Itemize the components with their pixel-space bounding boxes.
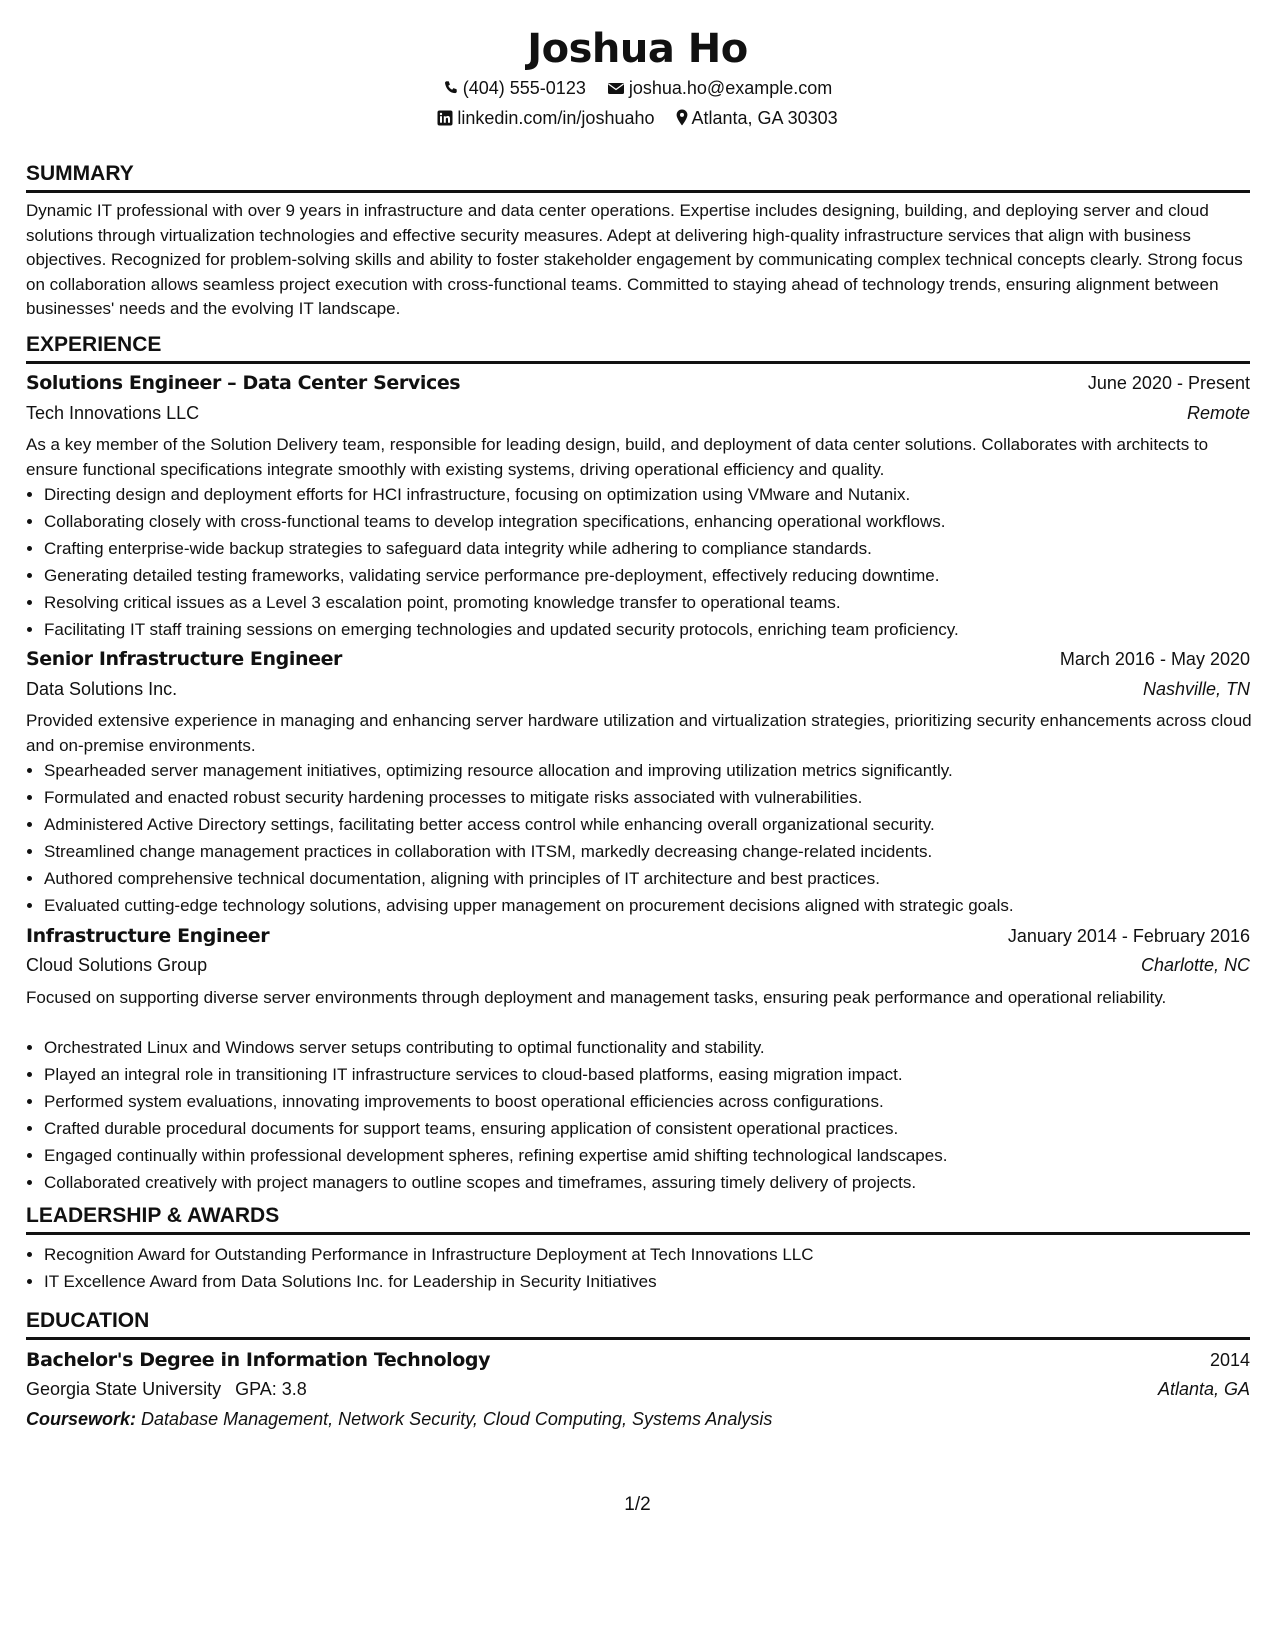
list-item: • Administered Active Directory settings, facilitating better access control while enhancing overall organizational security. <box>44 811 1254 838</box>
location-text: Atlanta, GA 30303 <box>691 108 838 128</box>
job-dates: March 2016 - May 2020 <box>1059 648 1250 669</box>
list-item: • Spearheaded server management initiatives, optimizing resource allocation and improving utilization metrics significantly. <box>44 757 1254 784</box>
school-name: Georgia State University <box>26 1378 222 1399</box>
list-item: • Played an integral role in transitioning IT infrastructure services to cloud-based platforms, easing migration impact. <box>44 1061 1254 1088</box>
job-dates: June 2020 - Present <box>1087 372 1250 393</box>
list-item: • Crafting enterprise-wide backup strategies to safeguard data integrity while adhering to compliance standards. <box>44 535 1254 562</box>
email-contact[interactable] <box>607 76 832 100</box>
contact-line-primary <box>0 76 1275 100</box>
list-item: • Collaborated creatively with project managers to outline scopes and timeframes, assuring timely delivery of projects. <box>44 1169 1254 1196</box>
list-item: • Generating detailed testing frameworks, validating service performance pre-deployment, effectively reducing downtime. <box>44 562 1254 589</box>
coursework-line <box>26 1405 772 1433</box>
coursework-label: Coursework: <box>26 1409 137 1429</box>
job-summary: As a key member of the Solution Delivery team, responsible for leading design, build, and deployment of data center solutions. Collaborates with architects to ensure functional specifications integrate smoothly with existing systems, driving operational efficiency and quality. <box>26 435 1209 479</box>
job-location: Nashville, TN <box>1142 678 1250 699</box>
list-item: • Authored comprehensive technical documentation, aligning with principles of IT architecture and best practices. <box>44 865 1254 892</box>
job-header <box>26 922 1250 950</box>
summary-divider <box>26 190 1250 193</box>
coursework-list: Database Management, Network Security, Cloud Computing, Systems Analysis <box>141 1409 773 1429</box>
company-name: Data Solutions Inc. <box>26 678 178 699</box>
experience-divider <box>26 361 1250 364</box>
contact-line-secondary <box>0 106 1275 130</box>
job-summary: Focused on supporting diverse server environments through deployment and management tasks, ensuring peak performance and operational reliability. <box>26 988 1167 1007</box>
job-title: Infrastructure Engineer <box>26 925 270 947</box>
education-heading: EDUCATION <box>26 1309 150 1332</box>
phone-icon <box>443 80 459 96</box>
list-item: • Resolving critical issues as a Level 3 escalation point, promoting knowledge transfer to operational teams. <box>44 589 1254 616</box>
job-header <box>26 645 1250 673</box>
gpa: GPA: 3.8 <box>235 1378 307 1399</box>
job-header <box>26 369 1250 397</box>
envelope-icon <box>607 81 625 96</box>
list-item: • Crafted durable procedural documents for support teams, ensuring application of consistent operational practices. <box>44 1115 1254 1142</box>
linkedin-contact[interactable] <box>437 106 654 130</box>
list-item: • Evaluated cutting-edge technology solutions, advising upper management on procurement decisions aligned with strategic goals. <box>44 892 1254 919</box>
job-location: Remote <box>1186 402 1250 423</box>
list-item: • Performed system evaluations, innovating improvements to boost operational efficiencies across configurations. <box>44 1088 1254 1115</box>
awards-divider <box>26 1232 1250 1235</box>
job-subheader <box>26 951 1250 979</box>
summary-heading: SUMMARY <box>26 162 134 185</box>
candidate-name: Joshua Ho <box>527 26 748 72</box>
page-number: 1/2 <box>624 1494 651 1515</box>
list-item: • Collaborating closely with cross-functional teams to develop integration specifications, enhancing operational workflows. <box>44 508 1254 535</box>
awards-list <box>26 1241 1254 1295</box>
education-divider <box>26 1337 1250 1340</box>
list-item: • Recognition Award for Outstanding Performance in Infrastructure Deployment at Tech Innovations LLC <box>44 1241 1254 1268</box>
job-title: Solutions Engineer – Data Center Services <box>26 372 461 394</box>
phone-number: (404) 555-0123 <box>462 78 586 98</box>
linkedin-icon <box>437 110 453 126</box>
experience-heading: EXPERIENCE <box>26 333 162 356</box>
map-pin-icon <box>676 109 688 126</box>
job-location: Charlotte, NC <box>1140 954 1250 975</box>
company-name: Tech Innovations LLC <box>26 402 200 423</box>
list-item: • Orchestrated Linux and Windows server setups contributing to optimal functionality and stability. <box>44 1034 1254 1061</box>
list-item: • Directing design and deployment efforts for HCI infrastructure, focusing on optimization using VMware and Nutanix. <box>44 481 1254 508</box>
location-contact <box>676 106 838 130</box>
job-subheader <box>26 399 1250 427</box>
school-row <box>26 1375 1250 1403</box>
awards-heading: LEADERSHIP & AWARDS <box>26 1204 280 1227</box>
degree-row <box>26 1346 1250 1374</box>
job-dates: January 2014 - February 2016 <box>1007 925 1250 946</box>
list-item: • Engaged continually within professional development spheres, refining expertise amid shifting technological landscapes. <box>44 1142 1254 1169</box>
job-subheader <box>26 675 1250 703</box>
graduation-year: 2014 <box>1209 1349 1250 1370</box>
company-name: Cloud Solutions Group <box>26 954 208 975</box>
email-address[interactable]: joshua.ho@example.com <box>628 78 833 98</box>
summary-text: Dynamic IT professional with over 9 years in infrastructure and data center operations. Expertise includes designing, building, and deploying server and cloud solutions through virtualization technologies and effective security measures. Adept at delivering high-quality infrastructure services that align with business objectives. Recognized for problem-solving skills and ability to foster stakeholder engagement by communicating complex technical concepts clearly. Strong focus on collaboration allows seamless project execution with cross-functional teams. Committed to staying ahead of technology trends, ensuring alignment between businesses' needs and the evolving IT landscape. <box>26 201 1243 318</box>
linkedin-url[interactable]: linkedin.com/in/joshuaho <box>457 108 655 128</box>
job-summary: Provided extensive experience in managing and enhancing server hardware utilization and virtualization strategies, prioritizing security enhancements across cloud and on-premise environments. <box>26 711 1252 755</box>
list-item: • Facilitating IT staff training sessions on emerging technologies and updated security protocols, enriching team proficiency. <box>44 616 1254 643</box>
job-bullets <box>26 1034 1254 1196</box>
list-item: • IT Excellence Award from Data Solutions Inc. for Leadership in Security Initiatives <box>44 1268 1254 1295</box>
phone-contact <box>443 76 586 100</box>
job-title: Senior Infrastructure Engineer <box>26 648 343 670</box>
list-item: • Formulated and enacted robust security hardening processes to mitigate risks associated with vulnerabilities. <box>44 784 1254 811</box>
degree-title: Bachelor's Degree in Information Technology <box>26 1349 491 1371</box>
school-location: Atlanta, GA <box>1157 1378 1250 1399</box>
job-bullets <box>26 481 1254 643</box>
job-bullets <box>26 757 1254 919</box>
school-info <box>26 1379 307 1400</box>
list-item: • Streamlined change management practices in collaboration with ITSM, markedly decreasing change-related incidents. <box>44 838 1254 865</box>
